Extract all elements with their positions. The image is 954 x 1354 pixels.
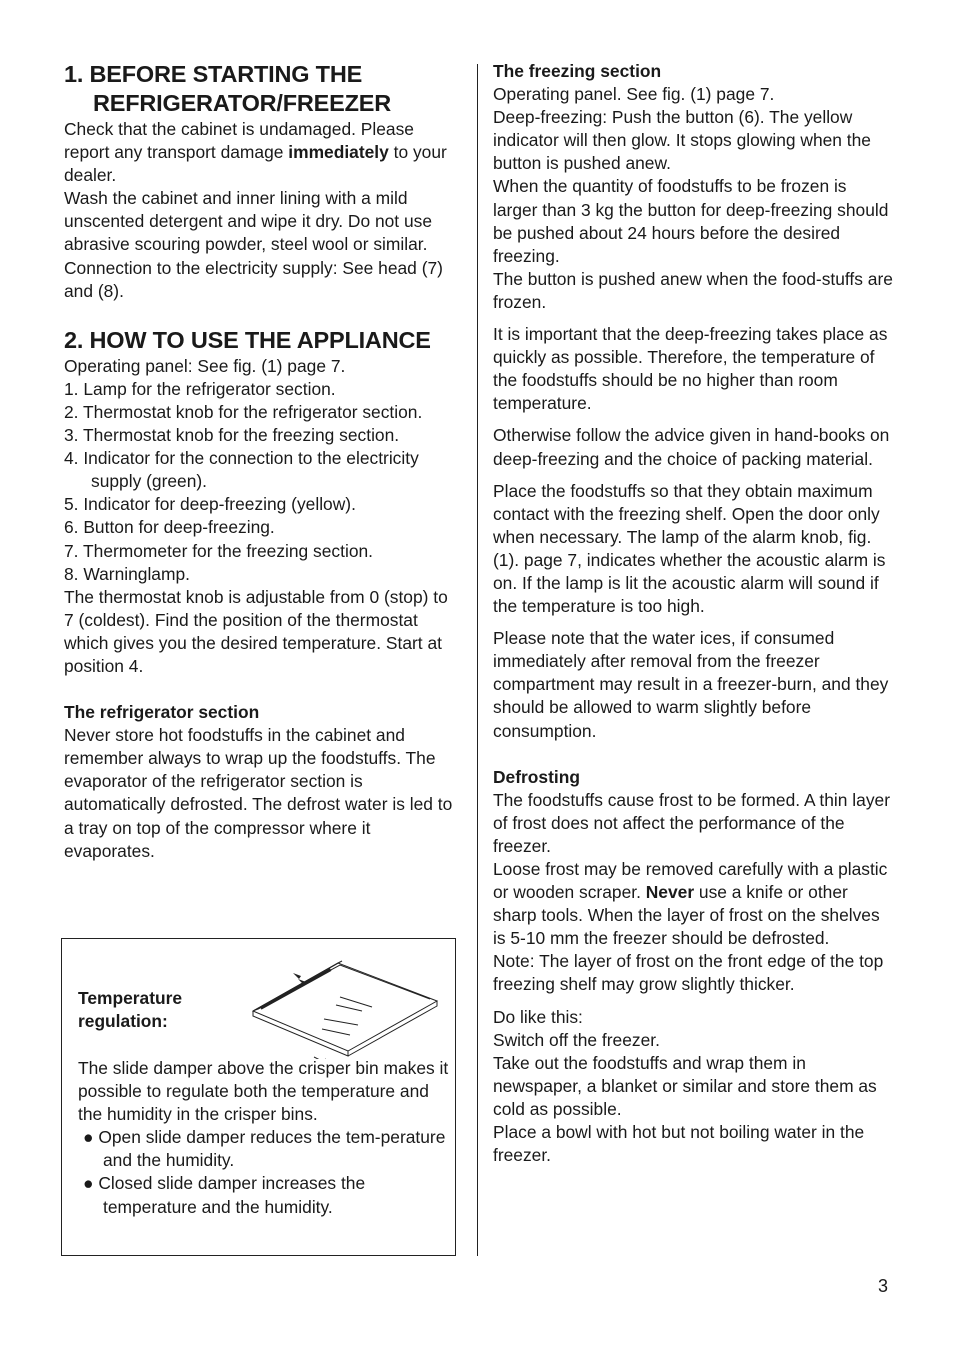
- list-item: 6. Button for deep-freezing.: [64, 517, 275, 538]
- scraper-text: Loose frost may be removed carefully with a plastic or wooden scraper.: [493, 859, 888, 903]
- bullet-item: ● Closed slide damper increases the temperature and the humidity.: [83, 1173, 366, 1217]
- box-body: [78, 1057, 450, 1219]
- freezing-paragraph: Place the foodstuffs so that they obtain maximum contact with the freezing shelf. Open the door only when necessary. The lamp of the alarm knob, fig. (1). page 7, indicates whether the acoustic alarm is on. If the lamp is lit the acoustic alarm will sound if the temperature is too high.: [493, 480, 886, 617]
- defrosting-paragraph: Note: The layer of frost on the front edge of the top freezing shelf may grow slightly thicker.: [493, 951, 884, 995]
- list-item: 7. Thermometer for the freezing section.: [64, 540, 373, 561]
- freezing-paragraph: Otherwise follow the advice given in hand-books on deep-freezing and the choice of packing material.: [493, 425, 890, 469]
- refrigerator-heading: The refrigerator section: [64, 702, 260, 723]
- bullet-item: ● Open slide damper reduces the tem-perature and the humidity.: [83, 1127, 446, 1171]
- defrosting-paragraph: The foodstuffs cause frost to be formed. A thin layer of frost does not affect the performance of the freezer.: [493, 789, 890, 856]
- defrosting-step: Take out the foodstuffs and wrap them in newspaper, a blanket or similar and store them as cold as possible.: [493, 1052, 877, 1119]
- defrosting-step: Switch off the freezer.: [493, 1029, 660, 1050]
- page-number: 3: [878, 1276, 889, 1296]
- defrosting-step: Place a bowl with hot but not boiling water in the freezer.: [493, 1122, 865, 1166]
- defrosting-step: Do like this:: [493, 1006, 583, 1027]
- list-item: 3. Thermostat knob for the freezing section.: [64, 425, 400, 446]
- section-1-heading-line1: 1. BEFORE STARTING THE: [64, 61, 363, 87]
- box-title-line1: Temperature: [78, 988, 183, 1008]
- section-1-heading-line2: REFRIGERATOR/FREEZER: [93, 90, 392, 116]
- section-1-heading: [64, 60, 462, 118]
- damage-text-end: to your dealer.: [64, 142, 447, 186]
- never-emphasis: Never: [645, 882, 695, 903]
- list-item: 5. Indicator for deep-freezing (yellow).: [64, 494, 356, 515]
- electricity-paragraph: Connection to the electricity supply: See head (7) and (8).: [64, 257, 443, 301]
- defrosting-paragraph: [493, 858, 893, 950]
- panel-reference: Operating panel: See fig. (1) page 7.: [64, 355, 346, 376]
- freezing-paragraph: Deep-freezing: Push the button (6). The yellow indicator will then glow. It stops glowing when the button is pushed anew.: [493, 107, 871, 174]
- crisper-shelf-illustration: [250, 949, 442, 1059]
- freezing-paragraph: Please note that the water ices, if consumed immediately after removal from the freezer compartment may result in a freezer-burn, and they should be allowed to warm slightly before consumption.: [493, 628, 889, 741]
- box-title: [78, 987, 182, 1033]
- freezing-paragraph: The button is pushed anew when the food-stuffs are frozen.: [493, 268, 893, 312]
- box-title-line2: regulation:: [78, 1011, 168, 1032]
- damper-paragraph: The slide damper above the crisper bin makes it possible to regulate both the temperature and the humidity in the crisper bins.: [78, 1058, 449, 1125]
- left-column: [64, 60, 462, 863]
- damage-paragraph: [64, 118, 462, 187]
- list-item: 8. Warninglamp.: [64, 563, 190, 584]
- list-item: 1. Lamp for the refrigerator section.: [64, 378, 336, 399]
- damage-emphasis: immediately: [288, 142, 389, 163]
- freezing-paragraph: When the quantity of foodstuffs to be frozen is larger than 3 kg the button for deep-freezing should be pushed about 24 hours before the desired freezing.: [493, 176, 889, 266]
- defrosting-heading: Defrosting: [493, 766, 580, 787]
- thermostat-paragraph: The thermostat knob is adjustable from 0 (stop) to 7 (coldest). Find the position of the thermostat which gives you the desired temperature. Start at position 4.: [64, 586, 448, 676]
- list-item: 4. Indicator for the connection to the electricity supply (green).: [64, 448, 419, 492]
- scraper-text-end: use a knife or other sharp tools. When the layer of frost on the shelves is 5-10 mm the freezer should be defrosted.: [493, 882, 880, 949]
- section-2-heading: 2. HOW TO USE THE APPLIANCE: [64, 326, 431, 353]
- freezing-paragraph: Operating panel. See fig. (1) page 7.: [493, 84, 775, 105]
- list-item: 2. Thermostat knob for the refrigerator section.: [64, 401, 423, 422]
- damage-text: Check that the cabinet is undamaged. Please report any transport damage: [64, 119, 414, 163]
- freezing-paragraph: It is important that the deep-freezing takes place as quickly as possible. Therefore, the temperature of the foodstuffs should be no higher than room temperature.: [493, 324, 888, 414]
- right-column: [493, 60, 893, 1167]
- temperature-regulation-box: [61, 938, 456, 1256]
- cleaning-paragraph: Wash the cabinet and inner lining with a mild unscented detergent and wipe it dry. Do not use abrasive scouring powder, steel wool or similar.: [64, 188, 433, 255]
- freezing-heading: The freezing section: [493, 61, 662, 81]
- column-divider: [477, 64, 478, 1256]
- refrigerator-paragraph: Never store hot foodstuffs in the cabinet and remember always to wrap up the foodstuffs. The evaporator of the refrigerator section is automatically defrosted. The defrost water is led to a tray on top of the compressor where it evaporates.: [64, 725, 453, 861]
